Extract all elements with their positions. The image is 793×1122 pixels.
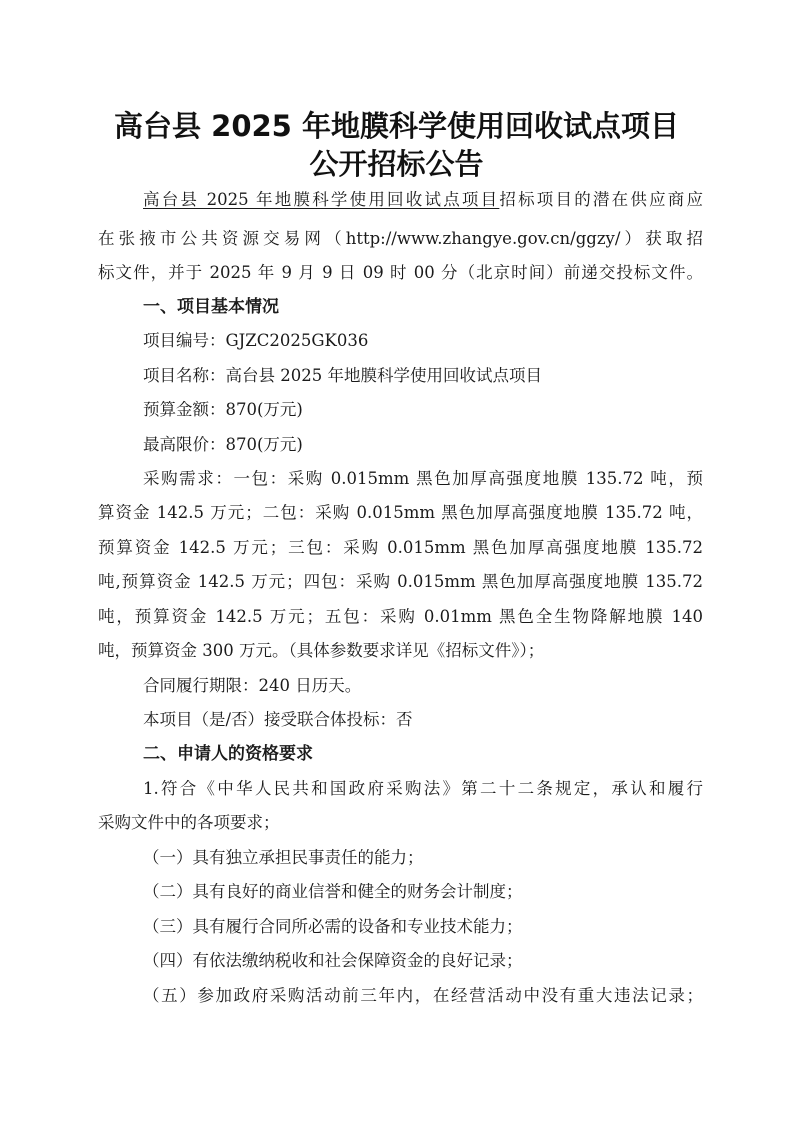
intro-line-3: 标文件，并于 2025 年 9 月 9 日 09 时 00 分（北京时间）前递交投标文件。: [98, 263, 703, 282]
project-name: 项目名称：高台县 2025 年地膜科学使用回收试点项目: [143, 366, 542, 385]
intro-line-1: 高台县 2025 年地膜科学使用回收试点项目招标项目的潜在供应商应: [143, 190, 703, 209]
consortium-bidding: 本项目（是/否）接受联合体投标：否: [143, 710, 413, 729]
qualification-item-1: 1.符合《中华人民共和国政府采购法》第二十二条规定，承认和履行: [143, 779, 703, 798]
document-title: 高台县 2025 年地膜科学使用回收试点项目: [114, 109, 679, 143]
section-heading-qualifications: 二、申请人的资格要求: [143, 744, 313, 764]
demand-line: 吨，预算资金 142.5 万元；五包：采购 0.01mm 黑色全生物降解地膜 140: [98, 607, 703, 626]
demand-line: 预算资金 142.5 万元；三包：采购 0.015mm 黑色加厚高强度地膜 135.72: [98, 538, 703, 557]
contract-period: 合同履行期限：240 日历天。: [143, 676, 362, 695]
qualification-sub-item: （三）具有履行合同所必需的设备和专业技术能力；: [143, 917, 523, 936]
budget-amount: 预算金额：870(万元): [143, 400, 303, 419]
section-heading-basic-info: 一、项目基本情况: [143, 297, 279, 317]
qualification-sub-item: （一）具有独立承担民事责任的能力；: [143, 848, 424, 867]
demand-line: 采购需求：一包：采购 0.015mm 黑色加厚高强度地膜 135.72 吨，预: [143, 469, 703, 488]
qualification-item-1-cont: 采购文件中的各项要求；: [98, 813, 280, 832]
project-number: 项目编号：GJZC2025GK036: [143, 331, 369, 350]
demand-line: 算资金 142.5 万元；二包：采购 0.015mm 黑色加厚高强度地膜 135.72 吨，: [98, 503, 703, 522]
demand-line: 吨，预算资金 300 万元。（具体参数要求详见《招标文件》）；: [98, 641, 545, 660]
demand-line: 吨,预算资金 142.5 万元；四包：采购 0.015mm 黑色加厚高强度地膜 135.72: [98, 572, 703, 591]
document-subtitle: 公开招标公告: [309, 147, 484, 181]
qualification-sub-item: （二）具有良好的商业信誉和健全的财务会计制度；: [143, 882, 523, 901]
qualification-sub-item: （五）参加政府采购活动前三年内，在经营活动中没有重大违法记录；: [143, 986, 703, 1005]
project-name-link[interactable]: 高台县 2025 年地膜科学使用回收试点项目: [143, 190, 500, 209]
intro-line-2: 在张掖市公共资源交易网（http://www.zhangye.gov.cn/ggzy/）获取招: [98, 229, 703, 248]
max-price: 最高限价：870(万元): [143, 435, 303, 454]
qualification-sub-item: （四）有依法缴纳税收和社会保障资金的良好记录；: [143, 951, 523, 970]
